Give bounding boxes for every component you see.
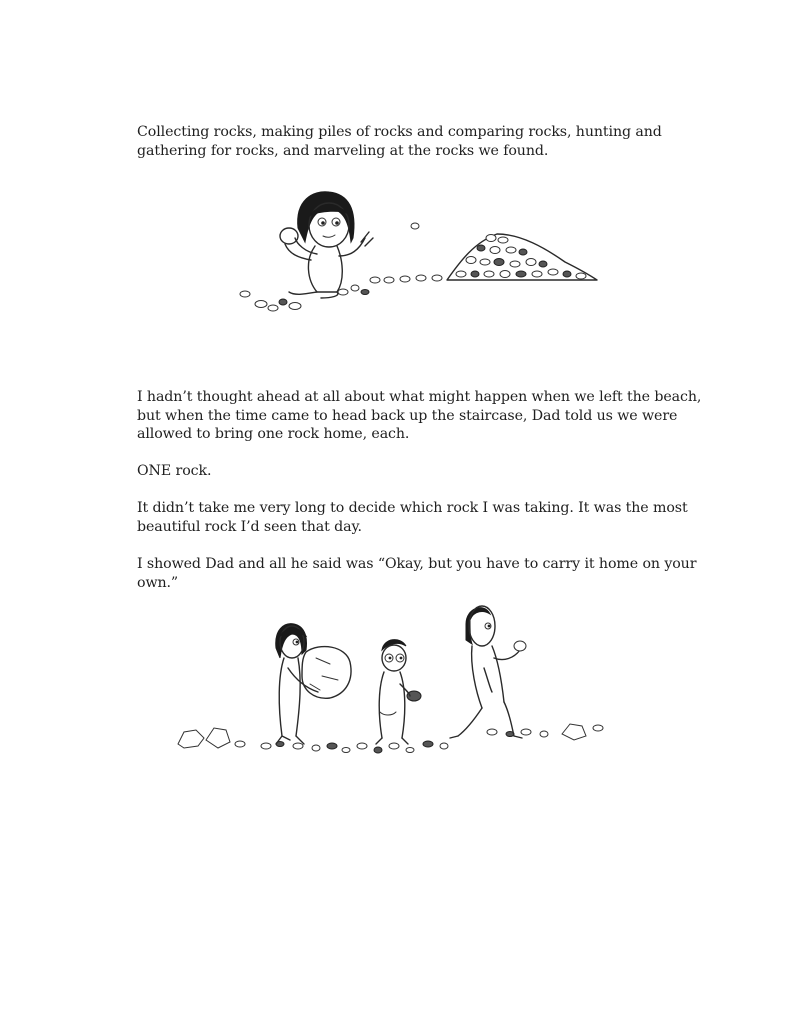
girl-carrying-big-rock bbox=[276, 624, 351, 744]
pile-rocks bbox=[456, 235, 586, 280]
ground-rocks bbox=[178, 724, 603, 753]
held-rock bbox=[280, 228, 298, 244]
paragraph-dad-reply: I showed Dad and all he said was “Okay, but you have to carry it home on your own.” bbox=[137, 556, 697, 591]
big-rock bbox=[302, 647, 351, 699]
paragraph-collecting-rocks: Collecting rocks, making piles of rocks and comparing rocks, hunting and gathering for rocks, and marveling at the rocks we found. bbox=[137, 124, 662, 159]
illustration-walking-home bbox=[170, 596, 610, 776]
child-rock bbox=[407, 691, 421, 701]
dad-walking bbox=[450, 606, 526, 738]
dad-rock bbox=[514, 641, 526, 651]
paragraph-deciding-rock: It didn’t take me very long to decide which rock I was taking. It was the most beautiful rock I’d seen that day. bbox=[137, 500, 688, 535]
child-with-glasses bbox=[376, 640, 421, 744]
paragraph-one-rock: ONE rock. bbox=[137, 463, 212, 479]
paragraph-leaving-beach: I hadn’t thought ahead at all about what might happen when we left the beach, but when the time came to head back up the staircase, Dad told us we were allowed to bring one rock home, each. bbox=[137, 389, 702, 442]
illustration-girl-with-rock-pile bbox=[225, 180, 615, 320]
girl-hair bbox=[298, 192, 354, 242]
